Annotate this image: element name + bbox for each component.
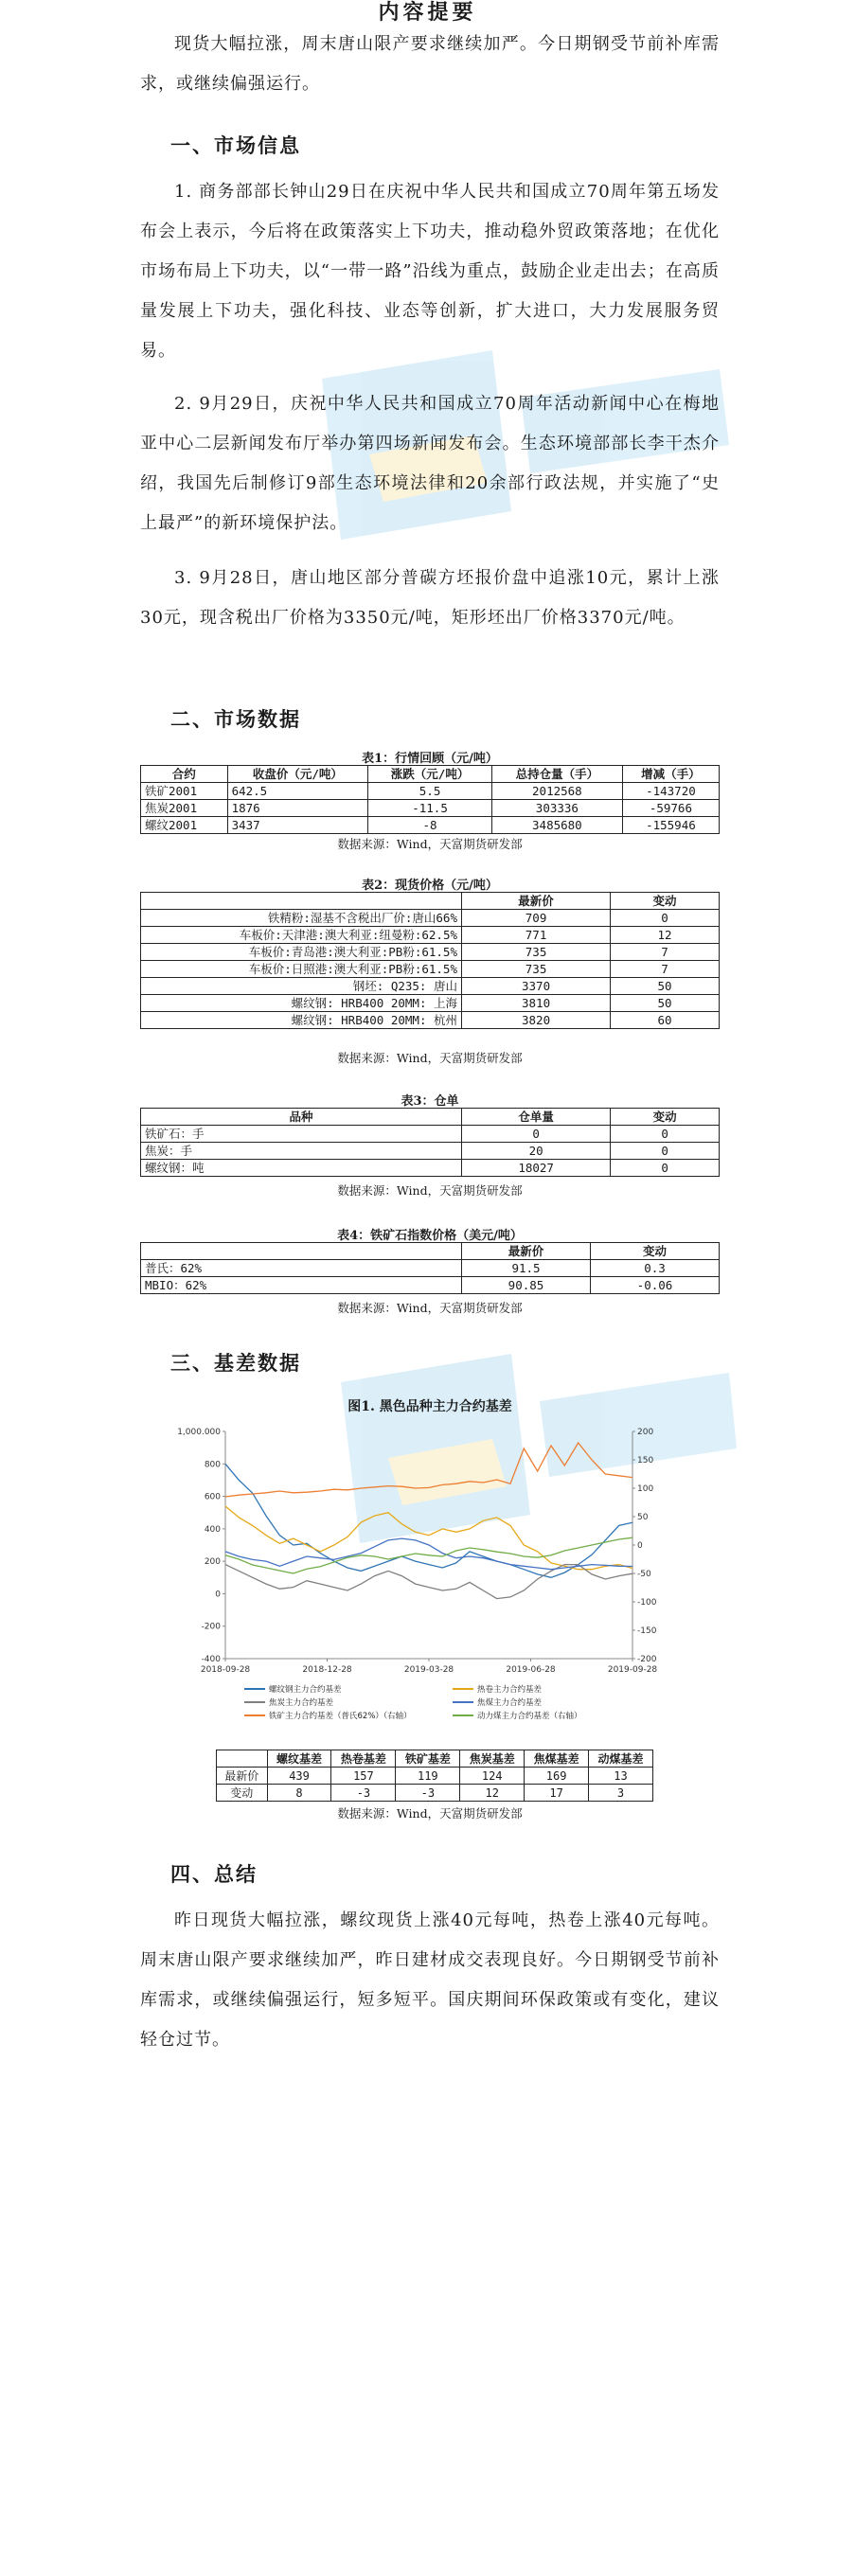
table-header: 热卷基差 bbox=[331, 1750, 396, 1768]
table-cell: 709 bbox=[462, 910, 611, 927]
table-cell: 钢坯: Q235: 唐山 bbox=[141, 978, 462, 995]
legend-label: 焦炭主力合约基差 bbox=[269, 1698, 334, 1708]
x-tick-label: 2019-03-28 bbox=[403, 1665, 454, 1675]
table-cell: 18027 bbox=[462, 1160, 611, 1177]
table-cell: 12 bbox=[611, 927, 720, 944]
table-cell: 0 bbox=[462, 1126, 611, 1143]
table-cell: 60 bbox=[611, 1012, 720, 1029]
left-tick-label: 0 bbox=[215, 1590, 221, 1600]
basis-table bbox=[216, 1750, 653, 1802]
table-row bbox=[141, 1012, 720, 1029]
table4-source: 数据来源：Wind，天富期货研发部 bbox=[337, 1301, 523, 1315]
legend-label: 铁矿主力合约基差（普氏62%）（右轴） bbox=[269, 1712, 412, 1721]
series-line-1 bbox=[225, 1464, 632, 1577]
table-cell: -143720 bbox=[622, 783, 719, 800]
table-cell: 2012568 bbox=[491, 783, 622, 800]
right-tick-label: -100 bbox=[637, 1598, 657, 1608]
table-header bbox=[141, 1243, 462, 1260]
table-cell: -11.5 bbox=[368, 800, 492, 817]
x-tick-label: 2019-09-28 bbox=[607, 1665, 658, 1675]
legend-label: 螺纹钢主力合约基差 bbox=[269, 1685, 342, 1695]
table-header: 变动 bbox=[591, 1243, 720, 1260]
market-info-item-1: 1. 商务部部长钟山29日在庆祝中华人民共和国成立70周年第五场发布会上表示，今后将在政策落实上下功夫，推动稳外贸政策落地；在优化市场布局上下功夫，以“一带一路”沿线为重点，鼓励企业走出去；在高质量发展上下功夫，强化科技、业态等创新，扩大进口，大力发展服务贸易。 bbox=[140, 182, 720, 361]
table-cell: 3810 bbox=[462, 995, 611, 1012]
table-row bbox=[141, 1260, 720, 1277]
spot-price-table bbox=[140, 892, 720, 1029]
table-cell: 螺纹钢: HRB400 20MM: 杭州 bbox=[141, 1012, 462, 1029]
table-row bbox=[141, 910, 720, 927]
right-tick-label: -150 bbox=[637, 1626, 657, 1636]
table-row bbox=[141, 783, 720, 800]
table2-caption: 表2：现货价格（元/吨） bbox=[362, 879, 498, 893]
table-cell: -3 bbox=[396, 1785, 460, 1802]
table-row bbox=[217, 1785, 653, 1802]
market-info-item-2: 2. 9月29日，庆祝中华人民共和国成立70周年活动新闻中心在梅地亚中心二层新闻发布厅举办第四场新闻发布会。生态环境部部长李干杰介绍，我国先后制修订9部生态环境法律和20余部行政法规，并实施了“史上最严”的新环境保护法。 bbox=[140, 394, 720, 533]
right-tick-label: 150 bbox=[637, 1456, 654, 1466]
table1-source: 数据来源：Wind，天富期货研发部 bbox=[337, 837, 523, 851]
left-tick-label: 400 bbox=[204, 1524, 221, 1535]
basis-heading: 三、基差数据 bbox=[170, 1351, 301, 1375]
table-cell: 焦炭2001 bbox=[141, 800, 228, 817]
table-cell: 螺纹2001 bbox=[141, 817, 228, 834]
table-header: 品种 bbox=[141, 1109, 462, 1126]
table-cell: -0.06 bbox=[591, 1277, 720, 1294]
table-header: 焦炭基差 bbox=[460, 1750, 525, 1768]
summary-heading: 四、总结 bbox=[170, 1862, 258, 1886]
table-row bbox=[141, 944, 720, 961]
table-header: 涨跌（元/吨） bbox=[368, 766, 492, 783]
table-cell: 91.5 bbox=[462, 1260, 591, 1277]
table-cell: 5.5 bbox=[368, 783, 492, 800]
table-header: 总持仓量（手） bbox=[491, 766, 622, 783]
table-header-row bbox=[141, 1243, 720, 1260]
table-cell: 735 bbox=[462, 944, 611, 961]
table-header: 铁矿基差 bbox=[396, 1750, 460, 1768]
table-cell: 771 bbox=[462, 927, 611, 944]
right-tick-label: 0 bbox=[637, 1541, 643, 1551]
table-cell: 439 bbox=[267, 1768, 331, 1785]
table-row bbox=[141, 800, 720, 817]
table1-caption: 表1：行情回顾（元/吨） bbox=[362, 752, 498, 766]
table-cell: 124 bbox=[460, 1768, 525, 1785]
table-header: 变动 bbox=[611, 893, 720, 910]
summary-paragraph: 现货大幅拉涨，周末唐山限产要求继续加严。今日期钢受节前补库需求，或继续偏强运行。 bbox=[140, 34, 720, 94]
table-cell: 3437 bbox=[227, 817, 368, 834]
left-tick-label: 200 bbox=[204, 1557, 221, 1568]
table-row bbox=[217, 1768, 653, 1785]
right-tick-label: 50 bbox=[637, 1513, 649, 1522]
table-cell: 157 bbox=[331, 1768, 396, 1785]
x-tick-label: 2018-09-28 bbox=[200, 1665, 251, 1675]
table3-caption: 表3：仓单 bbox=[401, 1094, 459, 1109]
table-cell: 303336 bbox=[491, 800, 622, 817]
x-tick-label: 2019-06-28 bbox=[506, 1665, 556, 1675]
table-cell: 50 bbox=[611, 978, 720, 995]
legend-label: 热卷主力合约基差 bbox=[477, 1685, 543, 1695]
left-tick-label: 600 bbox=[204, 1492, 221, 1502]
chart-title: 图1. 黑色品种主力合约基差 bbox=[347, 1399, 512, 1414]
table-row bbox=[141, 1126, 720, 1143]
left-tick-label: -200 bbox=[201, 1622, 221, 1632]
table-header: 焦煤基差 bbox=[525, 1750, 589, 1768]
market-data-heading: 二、市场数据 bbox=[170, 707, 301, 731]
table-cell: 铁精粉:湿基不含税出厂价:唐山66% bbox=[141, 910, 462, 927]
legend-label: 动力煤主力合约基差（右轴） bbox=[477, 1712, 582, 1721]
table-cell: 7 bbox=[611, 961, 720, 978]
right-tick-label: 100 bbox=[637, 1484, 654, 1494]
table-row bbox=[141, 961, 720, 978]
table-cell: 13 bbox=[589, 1768, 653, 1785]
table-cell: 50 bbox=[611, 995, 720, 1012]
table-row bbox=[141, 978, 720, 995]
table-cell: MBIO：62% bbox=[141, 1277, 462, 1294]
series-line-5 bbox=[225, 1443, 632, 1497]
table-cell: 3485680 bbox=[491, 817, 622, 834]
table-cell: 普氏：62% bbox=[141, 1260, 462, 1277]
table-row bbox=[141, 927, 720, 944]
x-tick-label: 2018-12-28 bbox=[302, 1665, 352, 1675]
right-tick-label: -200 bbox=[637, 1655, 657, 1664]
table-row bbox=[141, 1277, 720, 1294]
table-row bbox=[141, 995, 720, 1012]
table-cell: 7 bbox=[611, 944, 720, 961]
table2-source: 数据来源：Wind，天富期货研发部 bbox=[337, 1051, 523, 1065]
legend-label: 焦煤主力合约基差 bbox=[477, 1698, 543, 1708]
table-cell: 铁矿2001 bbox=[141, 783, 228, 800]
table-header: 仓单量 bbox=[462, 1109, 611, 1126]
table-cell: 3820 bbox=[462, 1012, 611, 1029]
left-tick-label: 800 bbox=[204, 1460, 221, 1470]
table-cell: 17 bbox=[525, 1785, 589, 1802]
table-row bbox=[141, 817, 720, 834]
table-cell: 最新价 bbox=[217, 1768, 268, 1785]
table-cell: 铁矿石：手 bbox=[141, 1126, 462, 1143]
market-info-heading: 一、市场信息 bbox=[170, 133, 301, 157]
table-cell: -155946 bbox=[622, 817, 719, 834]
table-cell: 0 bbox=[611, 1126, 720, 1143]
right-tick-label: 200 bbox=[637, 1428, 654, 1437]
table-cell: 螺纹钢：吨 bbox=[141, 1160, 462, 1177]
table-header bbox=[141, 893, 462, 910]
page-title: 内容提要 bbox=[378, 0, 477, 25]
table-cell: 0.3 bbox=[591, 1260, 720, 1277]
table-cell: 焦炭：手 bbox=[141, 1143, 462, 1160]
table-cell: 螺纹钢: HRB400 20MM: 上海 bbox=[141, 995, 462, 1012]
table-cell: 车板价:日照港:澳大利亚:PB粉:61.5% bbox=[141, 961, 462, 978]
table-cell: 3370 bbox=[462, 978, 611, 995]
table3-source: 数据来源：Wind，天富期货研发部 bbox=[337, 1183, 523, 1198]
table-cell: 1876 bbox=[227, 800, 368, 817]
table-row bbox=[141, 1160, 720, 1177]
table-header-row bbox=[141, 766, 720, 783]
table-cell: -8 bbox=[368, 817, 492, 834]
left-tick-label: 1,000.000 bbox=[177, 1428, 221, 1437]
quote-review-table bbox=[140, 765, 720, 834]
basis-line-chart bbox=[177, 1422, 680, 1734]
table-cell: 8 bbox=[267, 1785, 331, 1802]
table-header: 收盘价（元/吨） bbox=[227, 766, 368, 783]
table-cell: 169 bbox=[525, 1768, 589, 1785]
market-info-item-3: 3. 9月28日，唐山地区部分普碳方坯报价盘中追涨10元，累计上涨30元，现含税出厂价格为3350元/吨，矩形坯出厂价格3370元/吨。 bbox=[140, 568, 720, 628]
table-cell: 车板价:天津港:澳大利亚:纽曼粉:62.5% bbox=[141, 927, 462, 944]
table-cell: 642.5 bbox=[227, 783, 368, 800]
table-header: 最新价 bbox=[462, 893, 611, 910]
right-tick-label: -50 bbox=[637, 1570, 651, 1579]
table-header-row bbox=[141, 893, 720, 910]
table-header: 增减（手） bbox=[622, 766, 719, 783]
table4-caption: 表4：铁矿石指数价格（美元/吨） bbox=[337, 1229, 523, 1243]
left-tick-label: -400 bbox=[201, 1655, 221, 1664]
table-header: 合约 bbox=[141, 766, 228, 783]
table-cell: -3 bbox=[331, 1785, 396, 1802]
warehouse-receipt-table bbox=[140, 1108, 720, 1177]
table-cell: 0 bbox=[611, 1160, 720, 1177]
table-cell: 12 bbox=[460, 1785, 525, 1802]
table-cell: 0 bbox=[611, 910, 720, 927]
table-header: 最新价 bbox=[462, 1243, 591, 1260]
table-cell: -59766 bbox=[622, 800, 719, 817]
table-header: 变动 bbox=[611, 1109, 720, 1126]
table-cell: 90.85 bbox=[462, 1277, 591, 1294]
table-header-row bbox=[141, 1109, 720, 1126]
series-line-2 bbox=[225, 1506, 632, 1570]
table-cell: 0 bbox=[611, 1143, 720, 1160]
table-header bbox=[217, 1750, 268, 1768]
table-cell: 车板价:青岛港:澳大利亚:PB粉:61.5% bbox=[141, 944, 462, 961]
table-header: 动煤基差 bbox=[589, 1750, 653, 1768]
iron-ore-index-table bbox=[140, 1242, 720, 1294]
table-row bbox=[141, 1143, 720, 1160]
table-cell: 3 bbox=[589, 1785, 653, 1802]
table-cell: 20 bbox=[462, 1143, 611, 1160]
table-cell: 735 bbox=[462, 961, 611, 978]
table-cell: 119 bbox=[396, 1768, 460, 1785]
basis-source: 数据来源：Wind，天富期货研发部 bbox=[337, 1806, 523, 1821]
series-line-3 bbox=[225, 1565, 632, 1599]
table-header: 螺纹基差 bbox=[267, 1750, 331, 1768]
table-cell: 变动 bbox=[217, 1785, 268, 1802]
table-header-row bbox=[217, 1750, 653, 1768]
summary-text: 昨日现货大幅拉涨，螺纹现货上涨40元每吨，热卷上涨40元每吨。周末唐山限产要求继续加严，昨日建材成交表现良好。今日期钢受节前补库需求，或继续偏强运行，短多短平。国庆期间环保政策或有变化，建议轻仓过节。 bbox=[140, 1910, 720, 2050]
